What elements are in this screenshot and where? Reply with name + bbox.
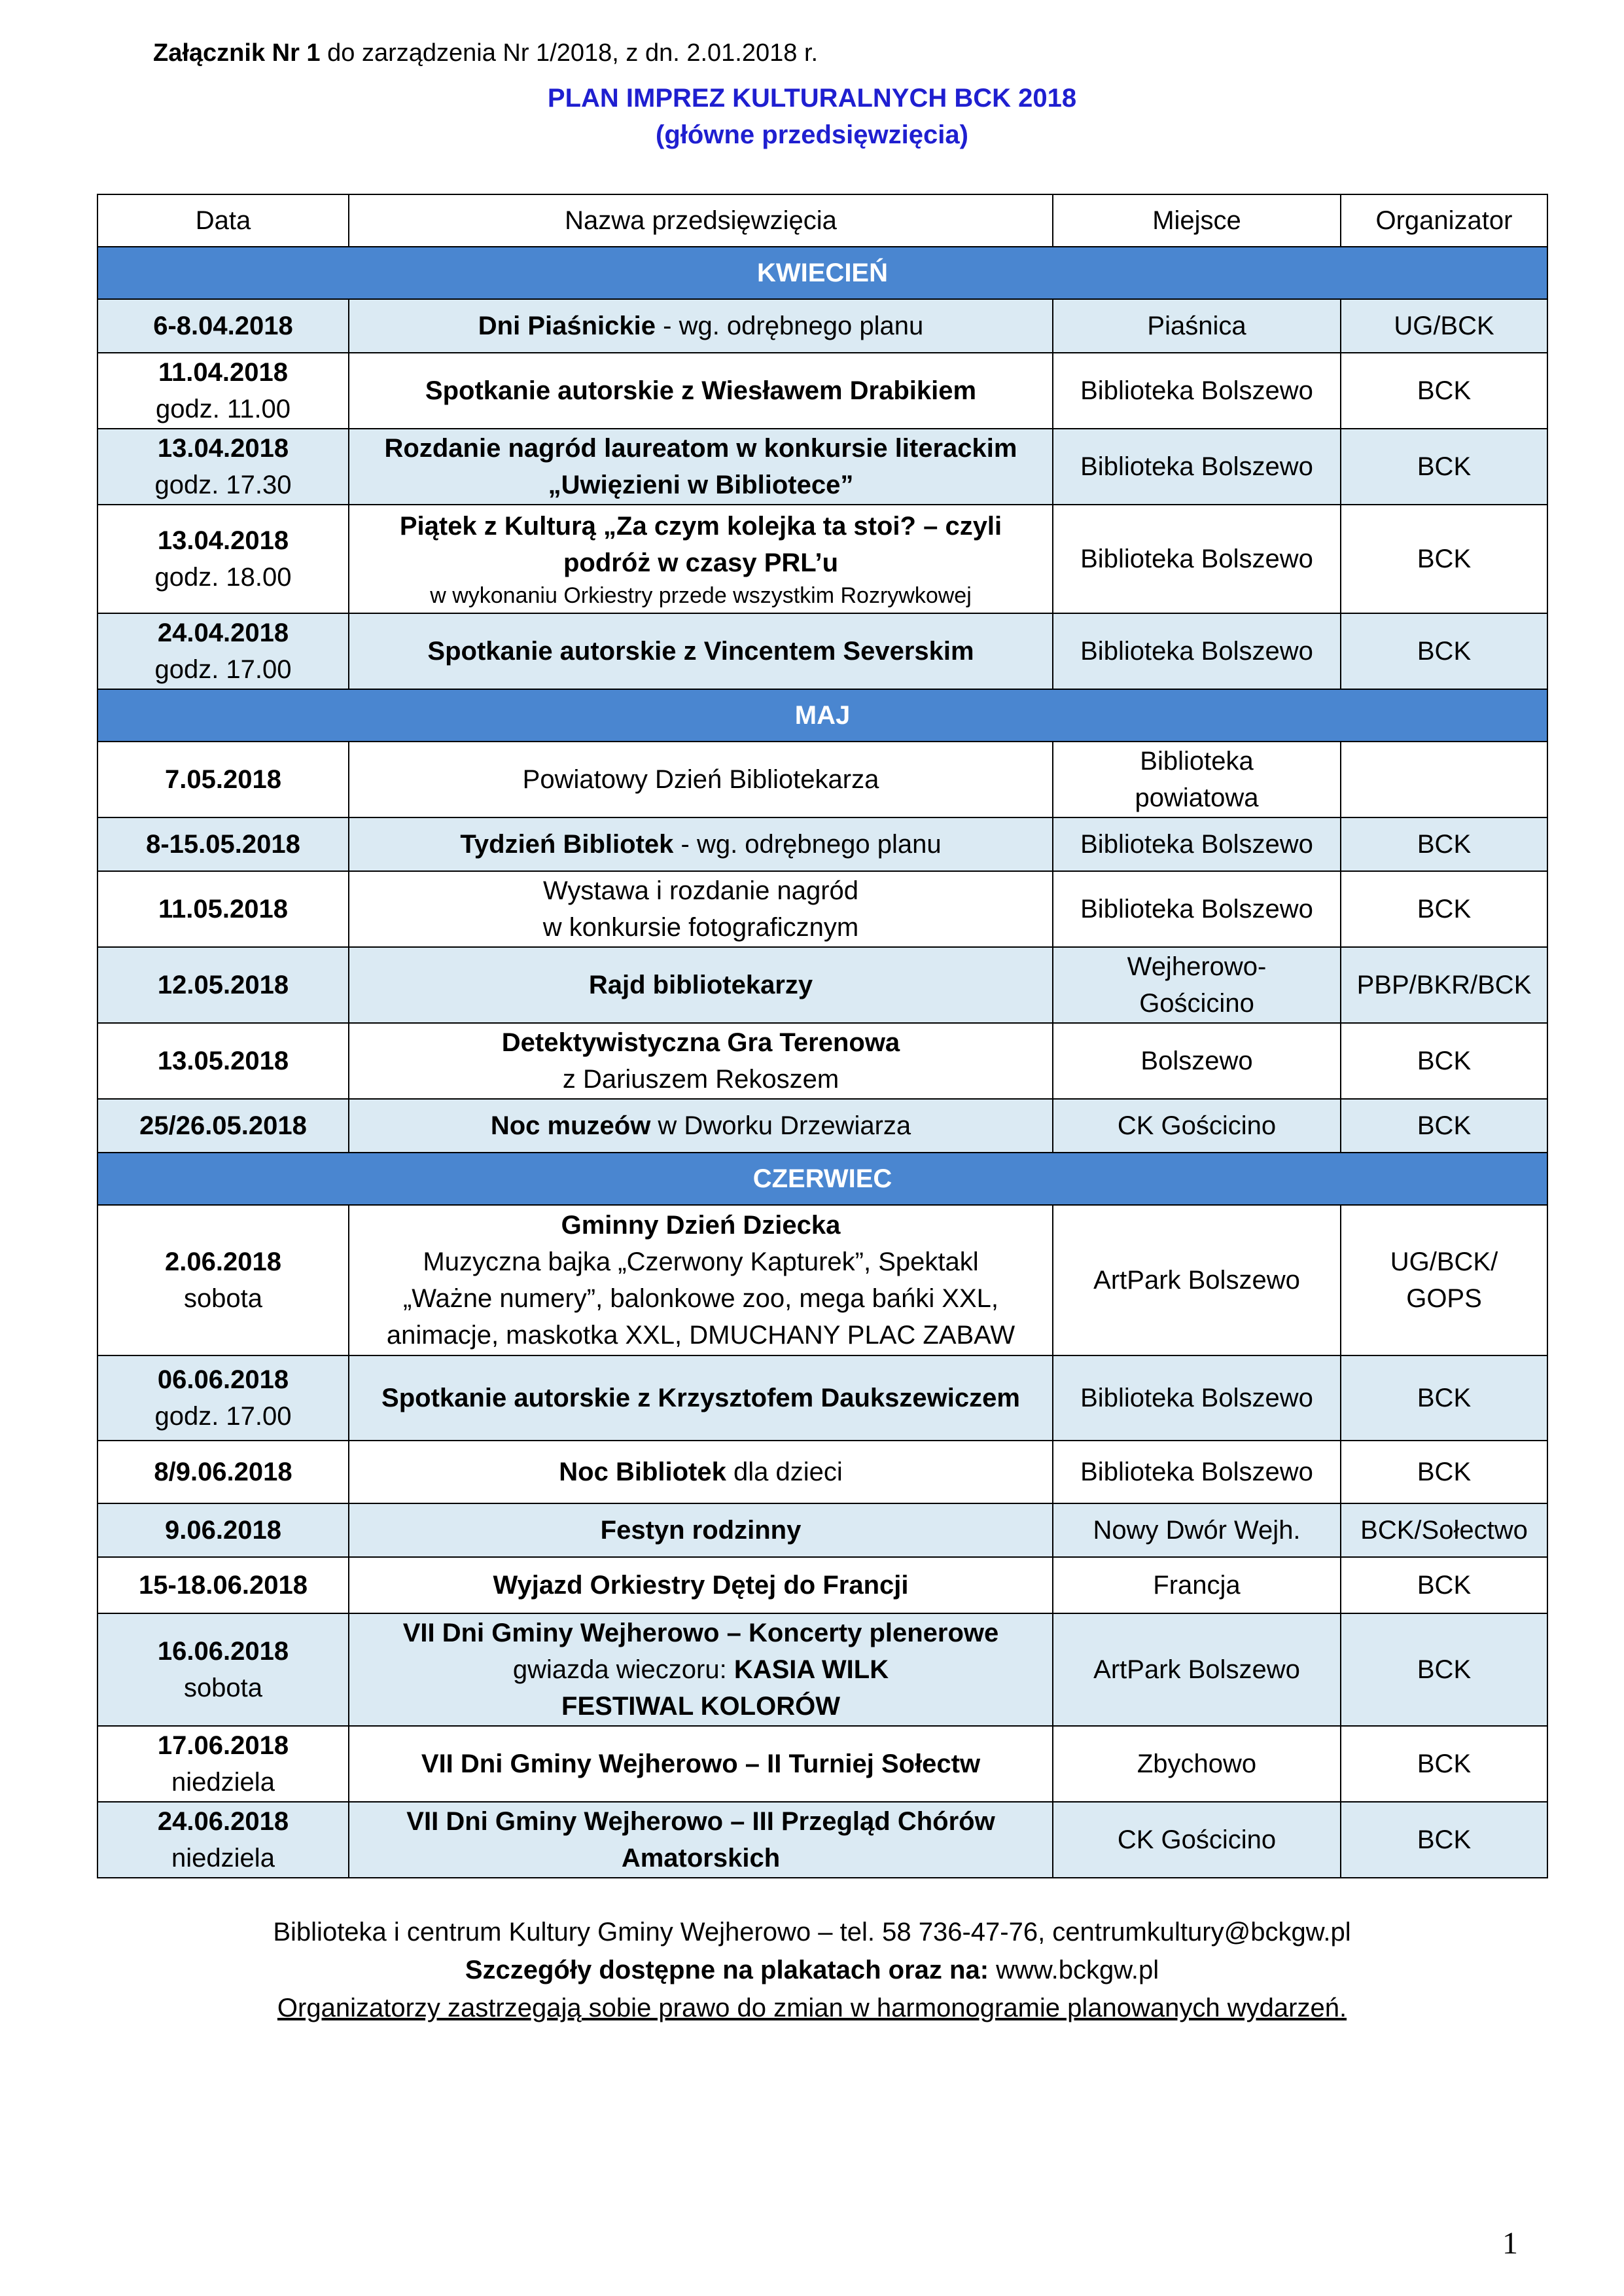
footer-disclaimer: Organizatorzy zastrzegają sobie prawo do zmian w harmonogramie planowanych wydarzeń. [277, 1994, 1347, 2022]
month-row-may [97, 689, 1547, 742]
table-row [97, 505, 1547, 613]
cell-date: 8-15.05.2018 [97, 817, 349, 871]
cell-organizer: BCK [1341, 1099, 1547, 1153]
events-table [97, 194, 1548, 1878]
page-number: 1 [1502, 2226, 1518, 2261]
footer-details [0, 1956, 1624, 1985]
footer-contact: Biblioteka i centrum Kultury Gminy Wejherowo – tel. 58 736-47-76, centrumkultury@bckgw.pl [273, 1918, 1351, 1946]
month-row-april [97, 247, 1547, 299]
footer-details-label: Szczegóły dostępne na plakatach oraz na: [465, 1956, 989, 1984]
cell-date: 13.04.2018 godz. 18.00 [97, 505, 349, 613]
cell-place: Wejherowo- Gościcino [1053, 947, 1341, 1023]
cell-place: Biblioteka Bolszewo [1053, 1355, 1341, 1441]
cell-date: 24.06.2018 niedziela [97, 1802, 349, 1878]
cell-organizer: BCK/Sołectwo [1341, 1503, 1547, 1557]
cell-organizer: BCK [1341, 1802, 1547, 1878]
cell-name: Spotkanie autorskie z Wiesławem Drabikiem [349, 353, 1053, 429]
cell-organizer: BCK [1341, 817, 1547, 871]
table-row [97, 1441, 1547, 1503]
cell-place: Bolszewo [1053, 1023, 1341, 1099]
cell-date: 8/9.06.2018 [97, 1441, 349, 1503]
cell-name: Spotkanie autorskie z Krzysztofem Daukszewiczem [349, 1355, 1053, 1441]
cell-date: 11.05.2018 [97, 871, 349, 947]
table-row [97, 1099, 1547, 1153]
cell-organizer: UG/BCK [1341, 299, 1547, 353]
annex-number: Załącznik Nr 1 [153, 39, 321, 67]
cell-date: 7.05.2018 [97, 742, 349, 817]
cell-place: Biblioteka Bolszewo [1053, 613, 1341, 689]
cell-place: Biblioteka powiatowa [1053, 742, 1341, 817]
cell-organizer: BCK [1341, 429, 1547, 505]
cell-name: Tydzień Bibliotek - wg. odrębnego planu [349, 817, 1053, 871]
table-row [97, 871, 1547, 947]
month-label: CZERWIEC [97, 1153, 1547, 1205]
cell-place: CK Gościcino [1053, 1802, 1341, 1878]
cell-date: 6-8.04.2018 [97, 299, 349, 353]
annex-line [153, 39, 818, 67]
cell-name: Gminny Dzień Dziecka Muzyczna bajka „Czerwony Kapturek”, Spektakl „Ważne numery”, balonkowe zoo, mega bańki XXL, animacje, maskotka XXL, DMUCHANY PLAC ZABAW [349, 1205, 1053, 1355]
cell-name: Wyjazd Orkiestry Dętej do Francji [349, 1557, 1053, 1613]
cell-name: VII Dni Gminy Wejherowo – Koncerty plenerowe gwiazda wieczoru: KASIA WILK FESTIWAL KOLORÓW [349, 1613, 1053, 1726]
table-row [97, 1023, 1547, 1099]
cell-place: Biblioteka Bolszewo [1053, 353, 1341, 429]
col-header-place: Miejsce [1053, 194, 1341, 247]
cell-name: Rajd bibliotekarzy [349, 947, 1053, 1023]
cell-organizer: BCK [1341, 1023, 1547, 1099]
cell-date: 9.06.2018 [97, 1503, 349, 1557]
cell-place: ArtPark Bolszewo [1053, 1613, 1341, 1726]
cell-date: 2.06.2018 sobota [97, 1205, 349, 1355]
cell-organizer: BCK [1341, 613, 1547, 689]
cell-name: Detektywistyczna Gra Terenowa z Dariuszem Rekoszem [349, 1023, 1053, 1099]
table-row [97, 613, 1547, 689]
cell-place: CK Gościcino [1053, 1099, 1341, 1153]
table-row [97, 1613, 1547, 1726]
table-row [97, 353, 1547, 429]
cell-place: Biblioteka Bolszewo [1053, 871, 1341, 947]
cell-place: Biblioteka Bolszewo [1053, 1441, 1341, 1503]
cell-name: Rozdanie nagród laureatom w konkursie literackim „Uwięzieni w Bibliotece” [349, 429, 1053, 505]
cell-organizer: PBP/BKR/BCK [1341, 947, 1547, 1023]
cell-organizer: BCK [1341, 871, 1547, 947]
cell-name: Powiatowy Dzień Bibliotekarza [349, 742, 1053, 817]
cell-organizer: BCK [1341, 353, 1547, 429]
table-row [97, 1557, 1547, 1613]
cell-date: 13.04.2018 godz. 17.30 [97, 429, 349, 505]
table-row [97, 742, 1547, 817]
table-row [97, 1726, 1547, 1802]
month-label: KWIECIEŃ [97, 247, 1547, 299]
table-row [97, 429, 1547, 505]
cell-organizer: BCK [1341, 505, 1547, 613]
cell-date: 12.05.2018 [97, 947, 349, 1023]
cell-organizer: BCK [1341, 1557, 1547, 1613]
cell-place: Nowy Dwór Wejh. [1053, 1503, 1341, 1557]
cell-name: Piątek z Kulturą „Za czym kolejka ta stoi? – czyli podróż w czasy PRL’u w wykonaniu Orkiestry przede wszystkim Rozrywkowej [349, 505, 1053, 613]
page-title: PLAN IMPREZ KULTURALNYCH BCK 2018 [547, 84, 1077, 113]
table-row [97, 817, 1547, 871]
cell-organizer: BCK [1341, 1355, 1547, 1441]
cell-organizer: BCK [1341, 1613, 1547, 1726]
table-header-row [97, 194, 1547, 247]
annex-text: do zarządzenia Nr 1/2018, z dn. 2.01.2018 r. [327, 39, 819, 67]
cell-name: Spotkanie autorskie z Vincentem Severskim [349, 613, 1053, 689]
cell-date: 13.05.2018 [97, 1023, 349, 1099]
cell-organizer [1341, 742, 1547, 817]
month-row-june [97, 1153, 1547, 1205]
cell-name: VII Dni Gminy Wejherowo – II Turniej Sołectw [349, 1726, 1053, 1802]
cell-date: 17.06.2018 niedziela [97, 1726, 349, 1802]
cell-place: Biblioteka Bolszewo [1053, 505, 1341, 613]
cell-place: Biblioteka Bolszewo [1053, 429, 1341, 505]
cell-organizer: BCK [1341, 1441, 1547, 1503]
table-row [97, 1205, 1547, 1355]
page-subtitle: (główne przedsięwzięcia) [656, 120, 968, 149]
cell-name: Noc muzeów w Dworku Drzewiarza [349, 1099, 1053, 1153]
cell-place: Zbychowo [1053, 1726, 1341, 1802]
cell-place: ArtPark Bolszewo [1053, 1205, 1341, 1355]
col-header-organizer: Organizator [1341, 194, 1547, 247]
cell-name: Noc Bibliotek dla dzieci [349, 1441, 1053, 1503]
cell-place: Biblioteka Bolszewo [1053, 817, 1341, 871]
month-label: MAJ [97, 689, 1547, 742]
cell-name: Festyn rodzinny [349, 1503, 1053, 1557]
cell-organizer: UG/BCK/ GOPS [1341, 1205, 1547, 1355]
cell-date: 24.04.2018 godz. 17.00 [97, 613, 349, 689]
cell-date: 06.06.2018 godz. 17.00 [97, 1355, 349, 1441]
cell-date: 16.06.2018 sobota [97, 1613, 349, 1726]
cell-name: VII Dni Gminy Wejherowo – III Przegląd Chórów Amatorskich [349, 1802, 1053, 1878]
cell-name: Dni Piaśnickie - wg. odrębnego planu [349, 299, 1053, 353]
cell-name: Wystawa i rozdanie nagród w konkursie fotograficznym [349, 871, 1053, 947]
cell-place: Francja [1053, 1557, 1341, 1613]
cell-organizer: BCK [1341, 1726, 1547, 1802]
table-row [97, 1503, 1547, 1557]
col-header-name: Nazwa przedsięwzięcia [349, 194, 1053, 247]
table-row [97, 1802, 1547, 1878]
table-row [97, 1355, 1547, 1441]
table-row [97, 947, 1547, 1023]
cell-date: 11.04.2018 godz. 11.00 [97, 353, 349, 429]
col-header-date: Data [97, 194, 349, 247]
cell-date: 15-18.06.2018 [97, 1557, 349, 1613]
cell-date: 25/26.05.2018 [97, 1099, 349, 1153]
table-row [97, 299, 1547, 353]
cell-place: Piaśnica [1053, 299, 1341, 353]
footer-website: www.bckgw.pl [989, 1956, 1159, 1984]
